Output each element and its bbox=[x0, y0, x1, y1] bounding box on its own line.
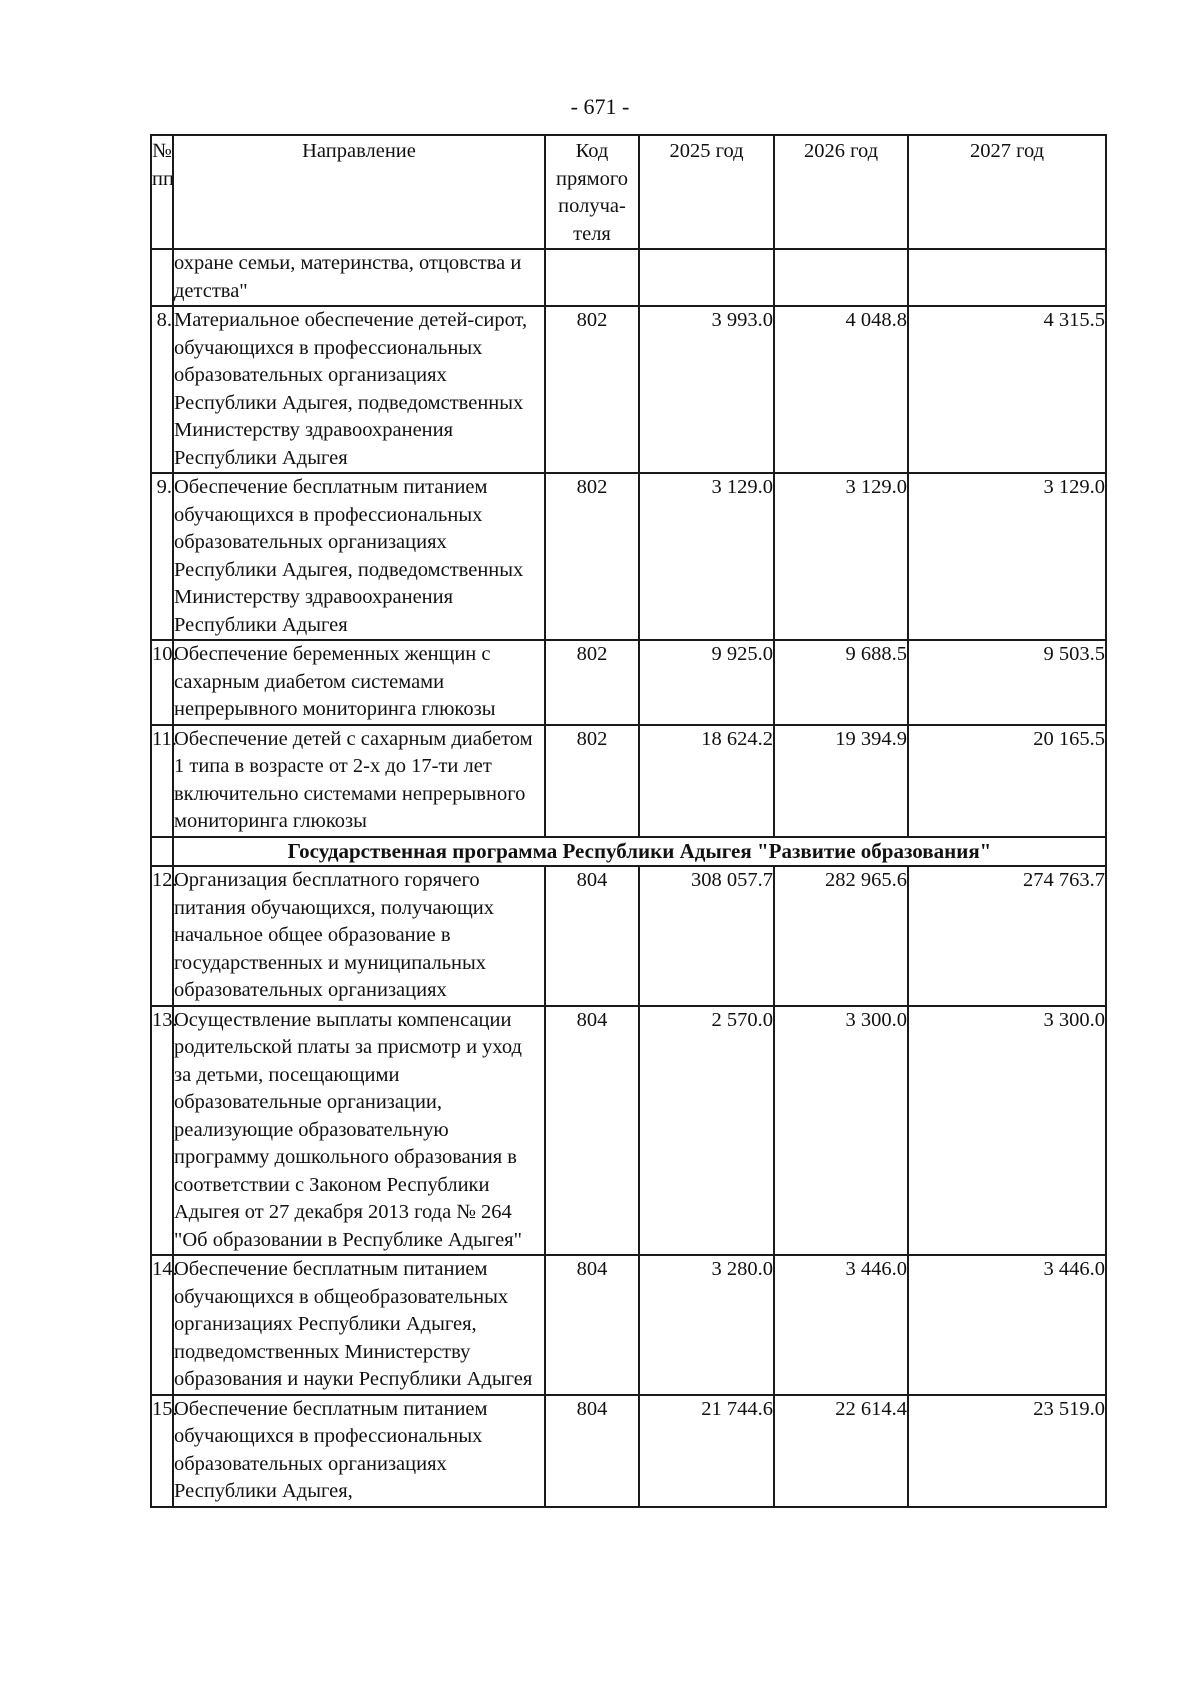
row-2027: 274 763.7 bbox=[908, 866, 1106, 1006]
row-num: 12. bbox=[151, 866, 173, 1006]
header-2026: 2026 год bbox=[774, 135, 908, 249]
row-num-cell bbox=[151, 249, 173, 306]
row-direction: Обеспечение бесплатным питанием обучающихся в профессиональных образовательных организациях Республики Адыгея, подведомственных Министерству здравоохранения Республики Адыгея bbox=[173, 473, 545, 640]
row-direction: Обеспечение детей с сахарным диабетом 1 типа в возрасте от 2-х до 17-ти лет включительно системами непрерывного мониторинга глюкозы bbox=[173, 725, 545, 837]
table-row bbox=[151, 866, 1106, 1006]
row-code: 804 bbox=[545, 1006, 639, 1256]
row-num: 15. bbox=[151, 1395, 173, 1507]
section-num-cell bbox=[151, 837, 173, 867]
section-title: Государственная программа Республики Адыгея "Развитие образования" bbox=[173, 837, 1106, 867]
section-row bbox=[151, 837, 1106, 867]
row-2025: 3 993.0 bbox=[639, 306, 774, 473]
row-2027: 20 165.5 bbox=[908, 725, 1106, 837]
row-code: 804 bbox=[545, 1395, 639, 1507]
row-code: 804 bbox=[545, 1255, 639, 1395]
row-num: 13. bbox=[151, 1006, 173, 1256]
row-2027 bbox=[908, 249, 1106, 306]
row-2027: 3 446.0 bbox=[908, 1255, 1106, 1395]
row-direction: Осуществление выплаты компенсации родительской платы за присмотр и уход за детьми, посещающими образовательные организации, реализующие образовательную программу дошкольного образования в соответствии с Законом Республики Адыгея от 27 декабря 2013 года № 264 "Об образовании в Республике Адыгея" bbox=[173, 1006, 545, 1256]
row-direction: Обеспечение беременных женщин с сахарным диабетом системами непрерывного мониторинга глюкозы bbox=[173, 640, 545, 725]
header-2025: 2025 год bbox=[639, 135, 774, 249]
row-2025 bbox=[639, 249, 774, 306]
row-2026: 9 688.5 bbox=[774, 640, 908, 725]
table-row bbox=[151, 1006, 1106, 1256]
row-2025: 2 570.0 bbox=[639, 1006, 774, 1256]
row-2026: 4 048.8 bbox=[774, 306, 908, 473]
table-row bbox=[151, 640, 1106, 725]
row-2025: 18 624.2 bbox=[639, 725, 774, 837]
row-2026: 3 446.0 bbox=[774, 1255, 908, 1395]
row-code: 802 bbox=[545, 640, 639, 725]
row-num: 8. bbox=[151, 306, 173, 473]
header-2027: 2027 год bbox=[908, 135, 1106, 249]
table-row bbox=[151, 1395, 1106, 1507]
row-2026 bbox=[774, 249, 908, 306]
table-row bbox=[151, 306, 1106, 473]
row-num: 10. bbox=[151, 640, 173, 725]
row-num: 9. bbox=[151, 473, 173, 640]
row-2027: 3 300.0 bbox=[908, 1006, 1106, 1256]
row-2027: 9 503.5 bbox=[908, 640, 1106, 725]
table-row bbox=[151, 725, 1106, 837]
row-2025: 3 280.0 bbox=[639, 1255, 774, 1395]
page-number: - 671 - bbox=[570, 94, 630, 119]
row-2026: 3 300.0 bbox=[774, 1006, 908, 1256]
row-2027: 23 519.0 bbox=[908, 1395, 1106, 1507]
header-code: Код прямого получа-теля bbox=[545, 135, 639, 249]
table-header-row bbox=[151, 135, 1106, 249]
row-2025: 3 129.0 bbox=[639, 473, 774, 640]
row-2027: 3 129.0 bbox=[908, 473, 1106, 640]
row-code: 802 bbox=[545, 725, 639, 837]
row-2026: 22 614.4 bbox=[774, 1395, 908, 1507]
row-2026: 3 129.0 bbox=[774, 473, 908, 640]
row-2025: 21 744.6 bbox=[639, 1395, 774, 1507]
table-row bbox=[151, 473, 1106, 640]
row-2026: 282 965.6 bbox=[774, 866, 908, 1006]
row-code: 804 bbox=[545, 866, 639, 1006]
row-code bbox=[545, 249, 639, 306]
row-2025: 9 925.0 bbox=[639, 640, 774, 725]
row-num: 11. bbox=[151, 725, 173, 837]
row-direction: Обеспечение бесплатным питанием обучающихся в профессиональных образовательных организациях Республики Адыгея, bbox=[173, 1395, 545, 1507]
row-direction: Организация бесплатного горячего питания обучающихся, получающих начальное общее образование в государственных и муниципальных образовательных организациях bbox=[173, 866, 545, 1006]
row-direction: охране семьи, материнства, отцовства и детства" bbox=[173, 249, 545, 306]
continuation-row bbox=[151, 249, 1106, 306]
row-num: 14. bbox=[151, 1255, 173, 1395]
row-direction: Обеспечение бесплатным питанием обучающихся в общеобразовательных организациях Республики Адыгея, подведомственных Министерству образования и науки Республики Адыгея bbox=[173, 1255, 545, 1395]
budget-table bbox=[150, 134, 1107, 1508]
row-2026: 19 394.9 bbox=[774, 725, 908, 837]
row-direction: Материальное обеспечение детей-сирот, обучающихся в профессиональных образовательных организациях Республики Адыгея, подведомственных Министерству здравоохранения Республики Адыгея bbox=[173, 306, 545, 473]
header-direction: Направление bbox=[173, 135, 545, 249]
row-code: 802 bbox=[545, 306, 639, 473]
row-code: 802 bbox=[545, 473, 639, 640]
row-2025: 308 057.7 bbox=[639, 866, 774, 1006]
row-2027: 4 315.5 bbox=[908, 306, 1106, 473]
header-num: № пп bbox=[151, 135, 173, 249]
table-row bbox=[151, 1255, 1106, 1395]
